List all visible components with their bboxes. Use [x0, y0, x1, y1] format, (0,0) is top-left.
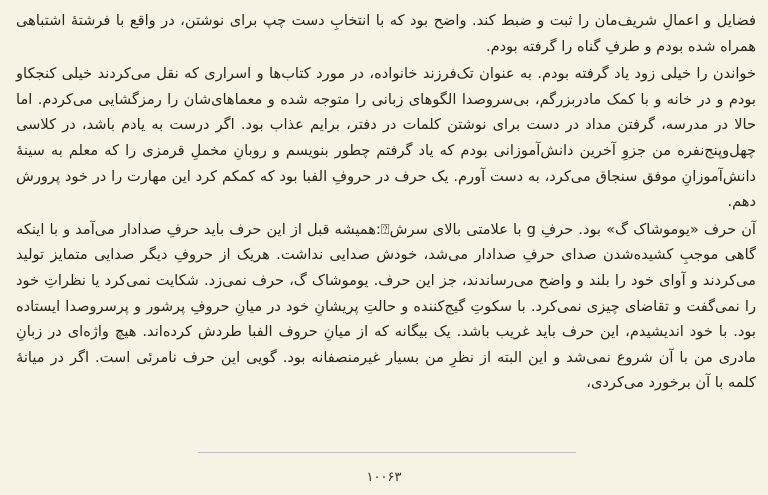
paragraph-3: آن حرف «یوموشاک گ» بود. حرفِ g با علامتی بالای سرش⍰:همیشه قبل از این حرف باید حرفِ صدادار می‌آمد و با اینکه گاهی موجبِ کشیده‌شدن صدای حرفِ صدادار می‌شد، خودش صدایی نداشت. هریک از حروفِ دیگر صدایی متمایز تولید می‌کردند و آوای خود را بلند و واضح می‌رساندند، جز این حرف. یوموشاک گ، حرف نمی‌زد. شکایت نمی‌کرد یا نظراتِ خود را نمی‌گفت و تقاضای چیزی نمی‌کرد. با سکوتِ گیج‌کننده و حالتِ پریشانِ خود در میانِ حروفِ پرشور و پرسروصدا ایستاده بود. با خود اندیشیدم، این حرف باید غریب باشد. یک بیگانه که از میانِ حروف الفبا طردش کرده‌اند. هیچ واژه‌ای در زبانِ مادری من با آن شروع نمی‌شد و این البته از نظرِ من بسیار غیرمنصفانه بود. گویی این حرف نامرئی است. اگر در میانهٔ کلمه با آن برخورد می‌کردی، [16, 220, 756, 392]
page-divider [198, 452, 576, 453]
page-footer: ۱۰۰۶۳ [366, 470, 402, 485]
paragraph-2: خواندن را خیلی زود یاد گرفته بودم. به عنوان تک‌فرزند خانواده، در مورد کتاب‌ها و اسراری که نقل می‌کردند خیلی کنجکاو بودم و در خانه و با کمک مادربزرگم، بی‌سروصدا الگوهای زبانی را متوجه شده و معماهای‌شان را رمزگشایی می‌کردم. اما حالا در مدرسه، گرفتن مداد در دست برای نوشتن کلمات در دفتر، برایم عذاب بود. اگر درست به یادم باشد، در کلاسی چهل‌وپنج‌نفره من جزوِ آخرین دانش‌آموزانی بودم که یاد گرفتم چطور بنویسم و روبانِ مخملِ قرمزی را که معلم به سینهٔ دانش‌آموزانِ موفق سنجاق می‌کرد، به دست آورم. یک حرف در حروفِ الفبا بود که کمکم کرد این مهارت را در خود پرورش دهم. [16, 65, 756, 211]
body-text [16, 8, 756, 398]
paragraph-1: فضایل و اعمالِ شریف‌مان را ثبت و ضبط کند. واضح بود که با انتخابِ دست چپ برای نوشتن، در واقع با فرشتهٔ اشتباهی همراه شده بودم و طرفِ گناه را گرفته بودم. [16, 12, 756, 55]
